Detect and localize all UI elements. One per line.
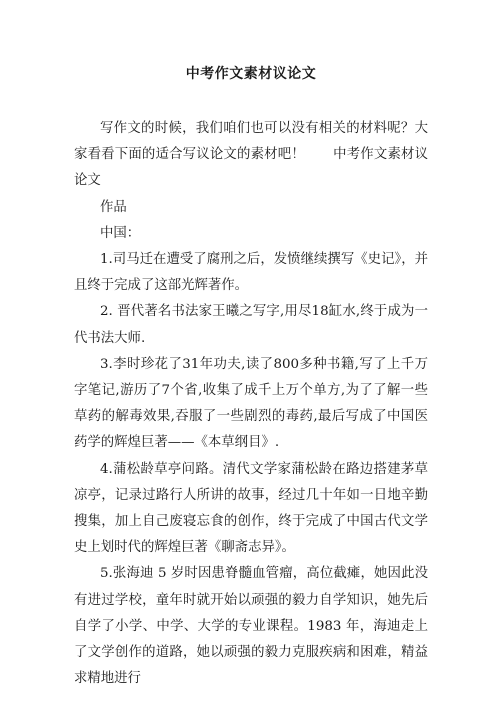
list-item-5: 5.张海迪 5 岁时因患脊髓血管瘤，高位截瘫，她因此没有进过学校，童年时就开始以顽强的毅力自学知识，她先后自学了小学、中学、大学的专业课程。1983 年，海迪走上了文学创作的道路，她以顽强的毅力克服疾病和困难，精益求精地进行 [74,566,428,687]
intro-tail: 中考作文素材议论文 [74,147,429,189]
intro-paragraph [74,116,428,195]
intro-text: 写作文的时候，我们咱们也可以没有相关的材料呢？大家看看下面的适合写议论文的素材吧！ [74,121,428,163]
list-item-4: 4.蒲松龄草亭问路。清代文学家蒲松龄在路边搭建茅草凉亭，记录过路行人所讲的故事，经过几十年如一日地辛勤搜集，加上自己废寝忘食的创作，终于完成了中国古代文学史上划时代的辉煌巨著《聊斋志异》。 [74,461,428,556]
document-body [74,116,428,692]
list-item-3: 3.李时珍花了31年功夫,读了800多种书籍,写了上千万字笔记,游历了7个省,收集了成千上万个单方,为了了解一些草药的解毒效果,吞服了一些剧烈的毒药,最后写成了中国医药学的辉煌巨著——《本草纲目》. [74,356,428,451]
list-item-1: 1.司马迁在遭受了腐刑之后，发愤继续撰写《史记》，并且终于完成了这部光辉著作。 [74,252,428,294]
label-works: 作品 [100,199,127,215]
label-china: 中国： [100,225,141,241]
document-title: 中考作文素材议论文 [185,66,317,82]
list-item-2: 2. 晋代著名书法家王曦之写字,用尽18缸水,终于成为一代书法大师. [74,304,428,346]
